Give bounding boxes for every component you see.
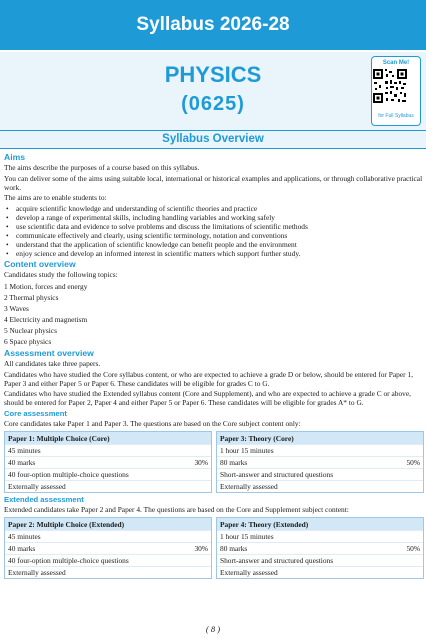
page-number: ( 8 )	[205, 624, 221, 634]
paper-marks: 40 marks	[8, 458, 36, 468]
paper-title: Paper 2: Multiple Choice (Extended)	[5, 518, 211, 530]
paper-duration: 1 hour 15 minutes	[217, 444, 423, 456]
subject-code: (0625)	[181, 93, 245, 115]
paper-weight: 30%	[194, 544, 208, 554]
paper-assessed: Externally assessed	[217, 566, 423, 578]
paper-type: 40 four-option multiple-choice questions	[5, 468, 211, 480]
paper-assessed: Externally assessed	[5, 566, 211, 578]
topic-item: 3 Waves	[4, 304, 29, 314]
syllabus-banner: Syllabus 2026-28	[0, 0, 426, 50]
paper-title: Paper 1: Multiple Choice (Core)	[5, 432, 211, 444]
list-item: • understand that the application of scientific knowledge can benefit people and the environment	[4, 240, 424, 249]
paper-marks-row	[5, 456, 211, 468]
scan-me-label: Scan Me!	[382, 60, 410, 66]
assessment-paragraph: Candidates who have studied the Extended syllabus content (Core and Supplement), and who are expected to achieve a grade C or above, should be entered for Paper 2, Paper 4 and either Paper 5 or Paper 6. These candidates will be eligible for grades A* to G.	[4, 389, 411, 408]
paper-marks-row	[217, 456, 423, 468]
paper-weight: 30%	[194, 458, 208, 468]
paper-card	[216, 431, 424, 493]
extended-assessment-heading: Extended assessment	[4, 495, 84, 505]
paper-marks: 80 marks	[220, 458, 248, 468]
content-overview-heading: Content overview	[4, 259, 76, 270]
subject-title: PHYSICS	[164, 62, 262, 87]
aims-paragraph: The aims describe the purposes of a course based on this syllabus.	[4, 163, 200, 172]
paper-card	[4, 431, 212, 493]
assessment-overview-heading: Assessment overview	[4, 348, 94, 359]
aims-heading: Aims	[4, 152, 26, 162]
topic-item: 4 Electricity and magnetism	[4, 315, 88, 325]
content-intro: Candidates study the following topics:	[4, 270, 118, 280]
list-item: • use scientific data and evidence to solve problems and discuss the limitations of scientific methods	[4, 222, 424, 231]
paper-marks-row	[5, 542, 211, 554]
core-intro: Core candidates take Paper 1 and Paper 3. The questions are based on the Core subject content only:	[4, 419, 301, 428]
aims-paragraph: The aims are to enable students to:	[4, 193, 107, 203]
extended-intro: Extended candidates take Paper 2 and Paper 4. The questions are based on the Core and Supplement subject content:	[4, 505, 349, 515]
topic-list	[4, 281, 424, 347]
extended-papers	[4, 517, 424, 579]
paper-title: Paper 3: Theory (Core)	[217, 432, 423, 444]
paper-marks: 40 marks	[8, 544, 36, 554]
paper-weight: 50%	[406, 458, 420, 468]
paper-card	[216, 517, 424, 579]
paper-title: Paper 4: Theory (Extended)	[217, 518, 423, 530]
paper-duration: 1 hour 15 minutes	[217, 530, 423, 542]
aims-paragraph: You can deliver some of the aims using suitable local, international or historical examples and applications, or through collaborative practical work.	[4, 173, 423, 192]
assessment-paragraph: All candidates take three papers.	[4, 359, 101, 369]
list-item: • enjoy science and develop an informed interest in scientific matters which support further study.	[4, 249, 424, 258]
topic-item: 6 Space physics	[4, 337, 52, 347]
syllabus-overview-heading: Syllabus Overview	[0, 130, 426, 149]
paper-assessed: Externally assessed	[5, 480, 211, 492]
paper-type: Short-answer and structured questions	[217, 468, 423, 480]
list-item: • develop a range of experimental skills, including handling variables and working safely	[4, 213, 424, 222]
core-assessment-heading: Core assessment	[4, 409, 67, 418]
qr-code-icon	[372, 68, 408, 104]
paper-assessed: Externally assessed	[217, 480, 423, 492]
topic-item: 1 Motion, forces and energy	[4, 282, 88, 292]
core-papers	[4, 431, 424, 493]
paper-type: Short-answer and structured questions	[217, 554, 423, 566]
paper-marks: 80 marks	[220, 544, 248, 554]
paper-duration: 45 minutes	[5, 530, 211, 542]
qr-scan-box[interactable]	[371, 56, 421, 126]
list-item: • acquire scientific knowledge and understanding of scientific theories and practice	[4, 204, 424, 213]
paper-card	[4, 517, 212, 579]
paper-type: 40 four-option multiple-choice questions	[5, 554, 211, 566]
paper-weight: 50%	[406, 544, 420, 554]
topic-item: 5 Nuclear physics	[4, 326, 57, 336]
list-item: • communicate effectively and clearly, using scientific terminology, notation and conventions	[4, 231, 424, 240]
assessment-paragraph: Candidates who have studied the Core syllabus content, or who are expected to achieve a grade D or below, should be entered for Paper 1, Paper 3 and either Paper 5 or Paper 6. These candidates will be eligible for grades C to G.	[4, 369, 413, 388]
aims-list	[4, 204, 424, 259]
full-syllabus-caption: for Full Syllabus	[378, 113, 414, 119]
paper-marks-row	[217, 542, 423, 554]
topic-item: 2 Thermal physics	[4, 293, 59, 303]
page-content	[4, 151, 424, 581]
paper-duration: 45 minutes	[5, 444, 211, 456]
